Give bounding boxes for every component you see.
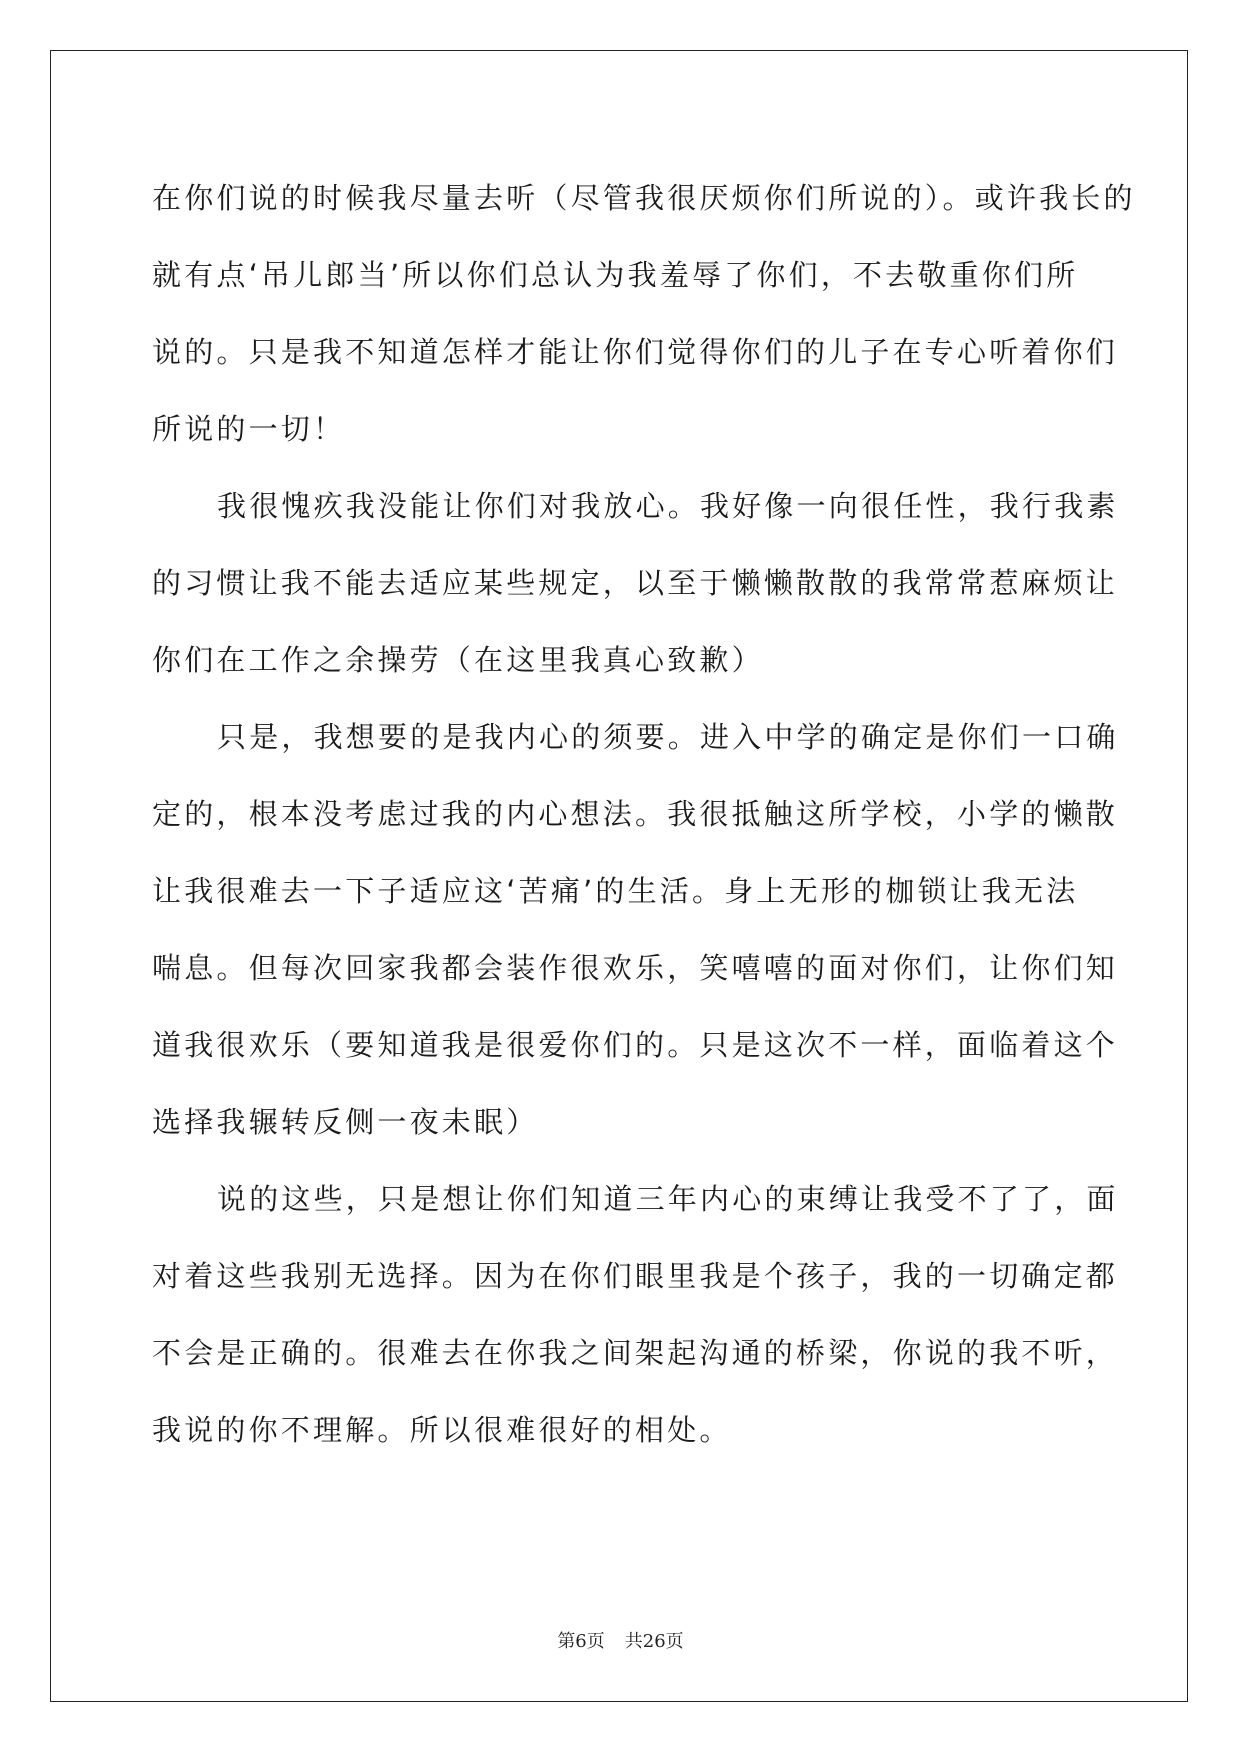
text-line: 所说的一切！ xyxy=(152,412,346,446)
text-line: 我说的你不理解。所以很难很好的相处。 xyxy=(152,1413,732,1447)
text-line: 喘息。但每次回家我都会装作很欢乐，笑嘻嘻的面对你们，让你们知 xyxy=(152,951,1119,985)
text-line: 说的。只是我不知道怎样才能让你们觉得你们的儿子在专心听着你们 xyxy=(152,335,1119,369)
page-footer xyxy=(0,1627,1241,1653)
text-line: 让我很难去一下子适应这‘苦痛’的生活。身上无形的枷锁让我无法 xyxy=(152,874,1079,908)
text-line: 定的，根本没考虑过我的内心想法。我很抵触这所学校，小学的懒散 xyxy=(152,797,1119,831)
text-line: 在你们说的时候我尽量去听（尽管我很厌烦你们所说的）。或许我长的 xyxy=(152,181,1136,215)
text-line: 不会是正确的。很难去在你我之间架起沟通的桥梁，你说的我不听， xyxy=(152,1336,1119,1370)
text-line: 选择我辗转反侧一夜未眠） xyxy=(152,1105,539,1139)
text-line: 你们在工作之余操劳（在这里我真心致歉） xyxy=(152,643,764,677)
paragraph-first-line: 我很愧疚我没能让你们对我放心。我好像一向很任性，我行我素 xyxy=(217,489,1119,523)
document-body xyxy=(152,160,1136,1469)
total-pages-label: 共26页 xyxy=(624,1631,684,1652)
current-page-label: 第6页 xyxy=(557,1631,605,1652)
paragraph-first-line: 只是，我想要的是我内心的须要。进入中学的确定是你们一口确 xyxy=(217,720,1119,754)
paragraph-first-line: 说的这些，只是想让你们知道三年内心的束缚让我受不了了，面 xyxy=(217,1182,1119,1216)
text-line: 道我很欢乐（要知道我是很爱你们的。只是这次不一样，面临着这个 xyxy=(152,1028,1119,1062)
text-line: 就有点‘吊儿郎当’所以你们总认为我羞辱了你们，不去敬重你们所 xyxy=(152,258,1079,292)
text-line: 对着这些我别无选择。因为在你们眼里我是个孩子，我的一切确定都 xyxy=(152,1259,1119,1293)
text-line: 的习惯让我不能去适应某些规定，以至于懒懒散散的我常常惹麻烦让 xyxy=(152,566,1119,600)
